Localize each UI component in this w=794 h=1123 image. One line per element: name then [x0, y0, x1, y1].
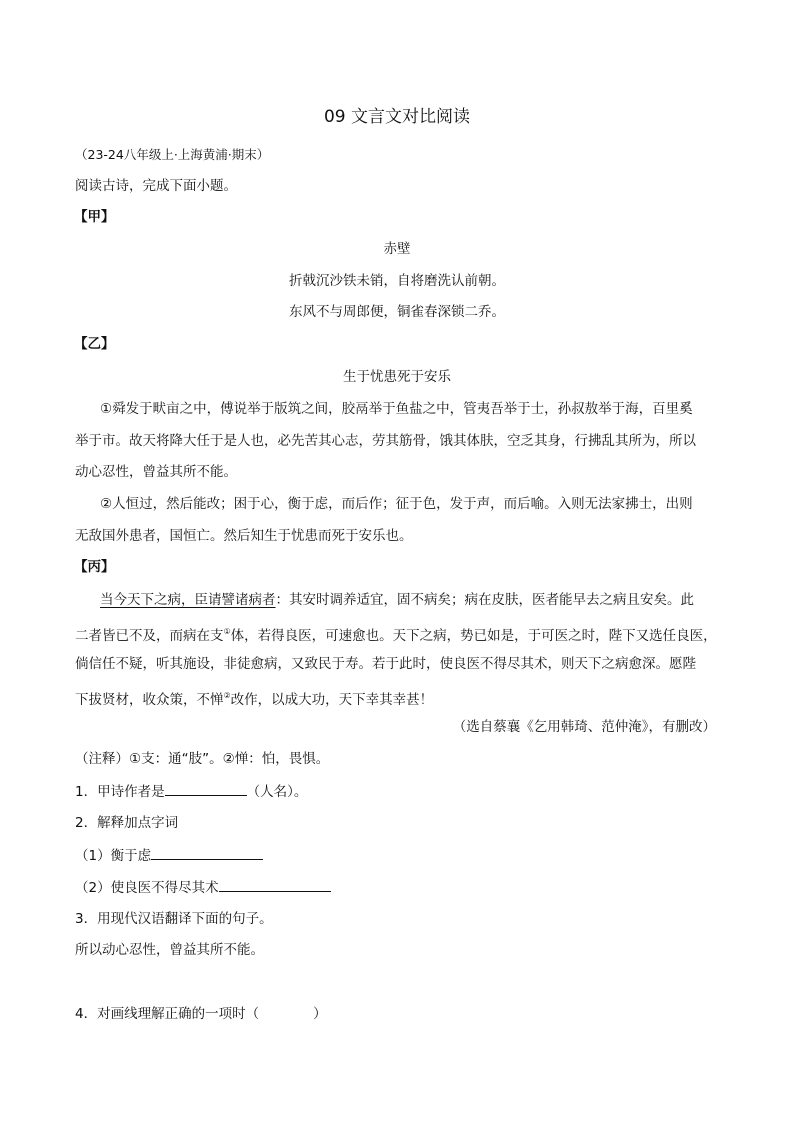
answer-blank-1[interactable] [165, 782, 247, 796]
section-bing-label: 【丙】 [74, 559, 115, 575]
answer-blank-2-1[interactable] [151, 846, 263, 860]
essay-title: 生于忧患死于安乐 [343, 369, 451, 385]
poem-line-1: 折戟沉沙铁未销，自将磨洗认前朝。 [289, 273, 505, 289]
question-2-2 [75, 878, 331, 897]
instruction: 阅读古诗，完成下面小题。 [75, 178, 237, 194]
question-2-1-text: （1）衡于虑 [75, 848, 152, 864]
essay-line-4: ②人恒过，然后能改；困于心，衡于虑，而后作；征于色，发于声，而后喻。入则无法家拂士，出则 [100, 496, 693, 512]
bing-line-2-a: 二者皆已不及，而病在支 [75, 628, 224, 644]
note-marker-2: ② [223, 691, 231, 700]
note-marker-1: ① [223, 627, 231, 636]
bing-line-4 [75, 687, 433, 709]
bing-line-1 [100, 591, 694, 609]
poem-title: 赤壁 [383, 241, 411, 257]
bing-line-4-b: 改作，以成大功，天下幸其幸甚！ [230, 692, 434, 708]
question-2-2-text: （2）使良医不得尽其术 [75, 880, 219, 896]
question-4-text: 4．对画线理解正确的一项时（ [75, 1006, 260, 1022]
question-4-close: ） [313, 1006, 327, 1022]
essay-line-3: 动心忍性，曾益其所不能。 [75, 464, 237, 480]
bing-line-3: 倘信任不疑，听其施设，非徒愈病，又致民于寿。若于此时，使良医不得尽其术，则天下之病愈深。愿陛 [75, 656, 696, 672]
bing-line-2 [75, 623, 717, 645]
essay-line-5: 无敌国外患者，国恒亡。然后知生于忧患而死于安乐也。 [75, 528, 413, 544]
bing-line-1-rest: ：其安时调养适宜，固不病矣；病在皮肤，医者能早去之病且安矣。此 [275, 592, 694, 608]
section-jia-label: 【甲】 [74, 209, 115, 225]
poem-line-2: 东风不与周郎便，铜雀春深锁二乔。 [289, 304, 505, 320]
essay-line-1: ①舜发于畎亩之中，傅说举于版筑之间，胶鬲举于鱼盐之中，管夷吾举于士，孙叔敖举于海，百里奚 [100, 401, 693, 417]
source-tag: （23-24八年级上·上海黄浦·期末） [75, 147, 270, 162]
answer-blank-2-2[interactable] [219, 878, 331, 892]
annotations: （注释）①支：通“肢”。②惮：怕，畏惧。 [75, 751, 330, 767]
underlined-sentence: 当今天下之病，臣请譬诸病者 [100, 592, 276, 608]
bing-line-4-a: 下拔贤材，收众策，不惮 [75, 692, 224, 708]
question-3-sentence: 所以动心忍性，曾益其所不能。 [75, 942, 264, 958]
question-3: 3．用现代汉语翻译下面的句子。 [75, 911, 273, 927]
section-yi-label: 【乙】 [74, 336, 115, 352]
essay-line-2: 举于市。故天将降大任于是人也，必先苦其心志，劳其筋骨，饿其体肤，空乏其身，行拂乱其所为，所以 [75, 433, 696, 449]
question-4 [75, 1005, 327, 1023]
bing-source: （选自蔡襄《乞用韩琦、范仲淹》，有删改） [452, 719, 716, 735]
question-2: 2．解释加点字词 [75, 815, 179, 831]
question-1 [75, 782, 307, 801]
bing-line-2-b: 体，若得良医，可速愈也。天下之病，势已如是，于可医之时，陛下又选任良医， [230, 628, 717, 644]
question-2-1 [75, 846, 263, 865]
question-1-suffix: （人名）。 [246, 784, 308, 800]
question-1-text: 1．甲诗作者是 [75, 784, 165, 800]
page-title: 09 文言文对比阅读 [323, 107, 471, 127]
